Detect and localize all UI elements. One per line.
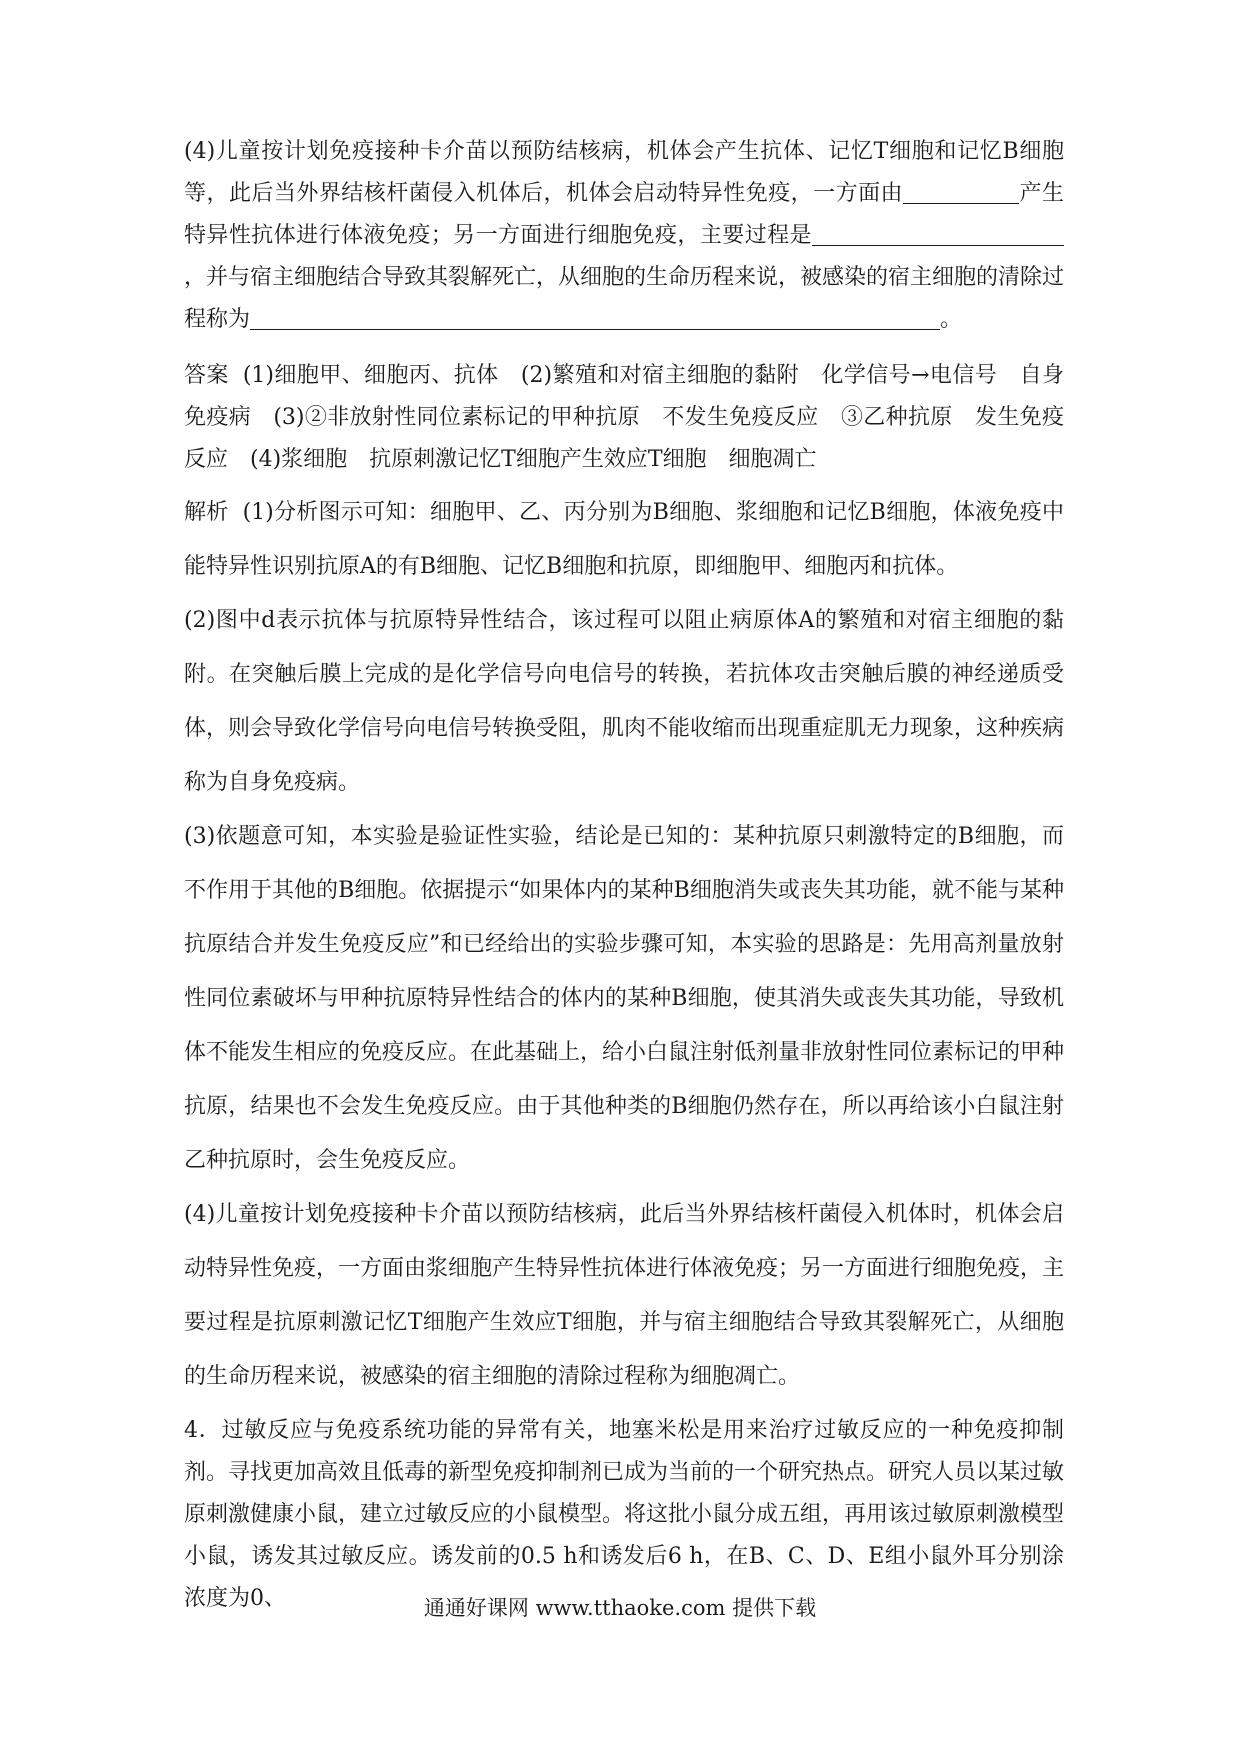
analysis-p1: (1)分析图示可知：细胞甲、乙、丙分别为B细胞、浆细胞和记忆B细胞，体液免疫中能特异性识别抗原A的有B细胞、记忆B细胞和抗原，即细胞甲、细胞丙和抗体。: [184, 500, 1064, 579]
analysis-paragraph-3: (3)依题意可知，本实验是验证性实验，结论是已知的：某种抗原只刺激特定的B细胞，而不作用于其他的B细胞。依据提示“如果体内的某种B细胞消失或丧失其功能，就不能与某种抗原结合并发生免疫反应”和已经给出的实验步骤可知，本实验的思路是：先用高剂量放射性同位素破坏与甲种抗原特异性结合的体内的某种B细胞，使其消失或丧失其功能，导致机体不能发生相应的免疫反应。在此基础上，给小白鼠注射低剂量非放射性同位素标记的甲种抗原，结果也不会发生免疫反应。由于其他种类的B细胞仍然存在，所以再给该小白鼠注射乙种抗原时，会生免疫反应。: [184, 824, 1065, 1173]
answer-blank-3: [250, 307, 940, 330]
answer-text: (1)细胞甲、细胞丙、抗体 (2)繁殖和对宿主细胞的黏附 化学信号→电信号 自身免疫病 (3)②非放射性同位素标记的甲种抗原 不发生免疫反应 ③乙种抗原 发生免疫反应 (4)浆细胞 抗原刺激记忆T细胞产生效应T细胞 细胞凋亡: [184, 363, 1064, 472]
page-footer: 通通好课网 www.tthaoke.com 提供下载: [423, 1596, 817, 1620]
analysis-label: 解析: [184, 500, 229, 525]
question-4: [184, 131, 1064, 341]
analysis-paragraph-1: [184, 486, 1064, 594]
question-next: 4．过敏反应与免疫系统功能的异常有关，地塞米松是用来治疗过敏反应的一种免疫抑制剂。寻找更加高效且低毒的新型免疫抑制剂已成为当前的一个研究热点。研究人员以某过敏原刺激健康小鼠，建立过敏反应的小鼠模型。将这批小鼠分成五组，再用该过敏原刺激模型小鼠，诱发其过敏反应。诱发前的0.5 h和诱发后6 h，在B、C、D、E组小鼠外耳分别涂浓度为0、: [184, 1418, 1065, 1611]
answer-label: 答案: [184, 363, 229, 388]
question-4-text-2: 产生特异性抗体进行体液免疫；另一方面进行细胞免疫，主要过程是: [184, 181, 1064, 248]
analysis-paragraph-2: (2)图中d表示抗体与抗原特异性结合，该过程可以阻止病原体A的繁殖和对宿主细胞的黏附。在突触后膜上完成的是化学信号向电信号的转换，若抗体攻击突触后膜的神经递质受体，则会导致化学信号向电信号转换受阻，肌肉不能收缩而出现重症肌无力现象，这种疾病称为自身免疫病。: [184, 608, 1065, 795]
answer-blank-1: [903, 181, 1019, 204]
answer-blank-2: [812, 223, 1064, 246]
question-4-text-1: (4)儿童按计划免疫接种卡介苗以预防结核病，机体会产生抗体、记忆T细胞和记忆B细胞等，此后当外界结核杆菌侵入机体后，机体会启动特异性免疫，一方面由: [184, 139, 1064, 206]
question-4-text-4: 。: [940, 307, 963, 332]
analysis-paragraph-4: (4)儿童按计划免疫接种卡介苗以预防结核病，此后当外界结核杆菌侵入机体时，机体会启动特异性免疫，一方面由浆细胞产生特异性抗体进行体液免疫；另一方面进行细胞免疫，主要过程是抗原刺激记忆T细胞产生效应T细胞，并与宿主细胞结合导致其裂解死亡，从细胞的生命历程来说，被感染的宿主细胞的清除过程称为细胞凋亡。: [184, 1202, 1065, 1389]
answer-block: [184, 355, 1064, 481]
question-4-text-3: ，并与宿主细胞结合导致其裂解死亡，从细胞的生命历程来说，被感染的宿主细胞的清除过程称为: [184, 265, 1065, 332]
